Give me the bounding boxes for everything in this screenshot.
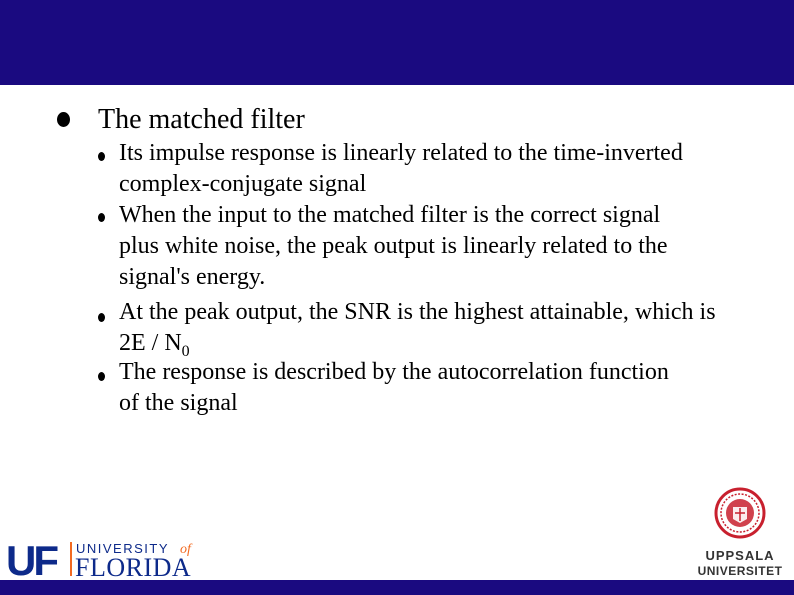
bullet-dot — [98, 152, 105, 161]
bullet-impulse-response: Its impulse response is linearly related to the time-inverted complex-conjugate signal — [119, 140, 683, 197]
bullet-dot — [98, 372, 105, 381]
uf-university-text: UNIVERSITY — [76, 541, 170, 556]
uf-logo — [6, 540, 206, 578]
uppsala-name-line1: UPPSALA — [705, 548, 775, 563]
uf-letters: UF — [6, 540, 56, 578]
bullet-autocorrelation: The response is described by the autocorrelation function of the signal — [119, 359, 669, 416]
footer-bar — [0, 580, 794, 595]
bullet-snr-subscript: 0 — [181, 342, 190, 360]
bullet-peak-output: When the input to the matched filter is the correct signal plus white noise, the peak output is linearly related to the signal's energy. — [119, 202, 668, 290]
bullet-dot — [98, 313, 105, 322]
slide-heading: The matched filter — [98, 104, 305, 135]
uf-divider — [70, 542, 72, 576]
uppsala-seal-icon — [716, 489, 764, 537]
bullet-snr-text: At the peak output, the SNR is the highest attainable, which is 2E / N — [119, 299, 716, 356]
header-bar — [0, 0, 794, 85]
uf-of-text: of — [180, 542, 191, 557]
bullet-snr — [119, 297, 734, 359]
bullet-dot — [98, 213, 105, 222]
uppsala-name-line2: UNIVERSITET — [697, 564, 783, 578]
uf-florida-text: FLORIDA — [75, 553, 192, 578]
heading-bullet — [57, 112, 70, 127]
uppsala-logo — [690, 487, 790, 579]
